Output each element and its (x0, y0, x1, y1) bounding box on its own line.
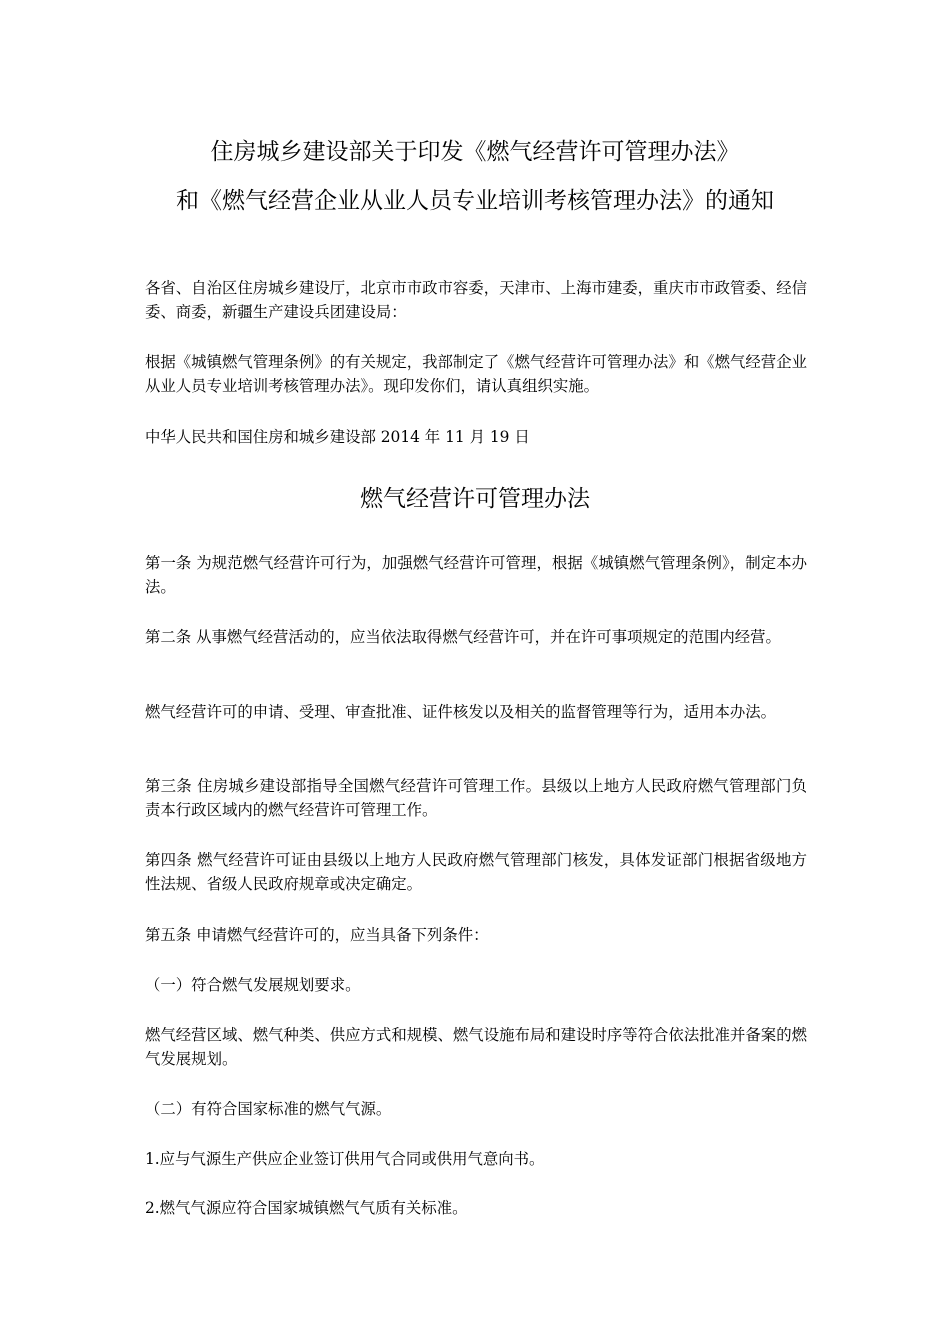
notice-addressee: 各省、自治区住房城乡建设厅，北京市市政市容委，天津市、上海市建委，重庆市市政管委、经信委、商委，新疆生产建设兵团建设局： (145, 279, 807, 321)
notice-body: 根据《城镇燃气管理条例》的有关规定，我部制定了《燃气经营许可管理办法》和《燃气经营企业从业人员专业培训考核管理办法》。现印发你们，请认真组织实施。 (145, 353, 807, 395)
article-5: 第五条 申请燃气经营许可的，应当具备下列条件： (145, 926, 489, 944)
article-2-scope: 燃气经营许可的申请、受理、审查批准、证件核发以及相关的监督管理等行为，适用本办法。 (145, 703, 777, 721)
article-2: 第二条 从事燃气经营活动的，应当依法取得燃气经营许可，并在许可事项规定的范围内经营。 (145, 628, 781, 646)
article-3: 第三条 住房城乡建设部指导全国燃气经营许可管理工作。县级以上地方人民政府燃气管理部门负责本行政区域内的燃气经营许可管理工作。 (145, 777, 807, 819)
regulation-title: 燃气经营许可管理办法 (360, 486, 590, 512)
article-4: 第四条 燃气经营许可证由县级以上地方人民政府燃气管理部门核发，具体发证部门根据省级地方性法规、省级人民政府规章或决定确定。 (145, 851, 807, 893)
condition-1: （一）符合燃气发展规划要求。 (145, 976, 361, 994)
notice-title-line-1: 住房城乡建设部关于印发《燃气经营许可管理办法》 (210, 139, 740, 165)
condition-2-item-1: 1.应与气源生产供应企业签订供用气合同或供用气意向书。 (145, 1150, 545, 1168)
condition-1-detail: 燃气经营区域、燃气种类、供应方式和规模、燃气设施布局和建设时序等符合依法批准并备案的燃气发展规划。 (145, 1026, 807, 1068)
notice-signature: 中华人民共和国住房和城乡建设部 2014 年 11 月 19 日 (145, 428, 530, 446)
condition-2-item-2: 2.燃气气源应符合国家城镇燃气气质有关标准。 (145, 1199, 468, 1217)
article-1: 第一条 为规范燃气经营许可行为，加强燃气经营许可管理，根据《城镇燃气管理条例》，制定本办法。 (145, 554, 807, 596)
condition-2: （二）有符合国家标准的燃气气源。 (145, 1100, 392, 1118)
notice-title-line-2: 和《燃气经营企业从业人员专业培训考核管理办法》的通知 (176, 188, 774, 214)
